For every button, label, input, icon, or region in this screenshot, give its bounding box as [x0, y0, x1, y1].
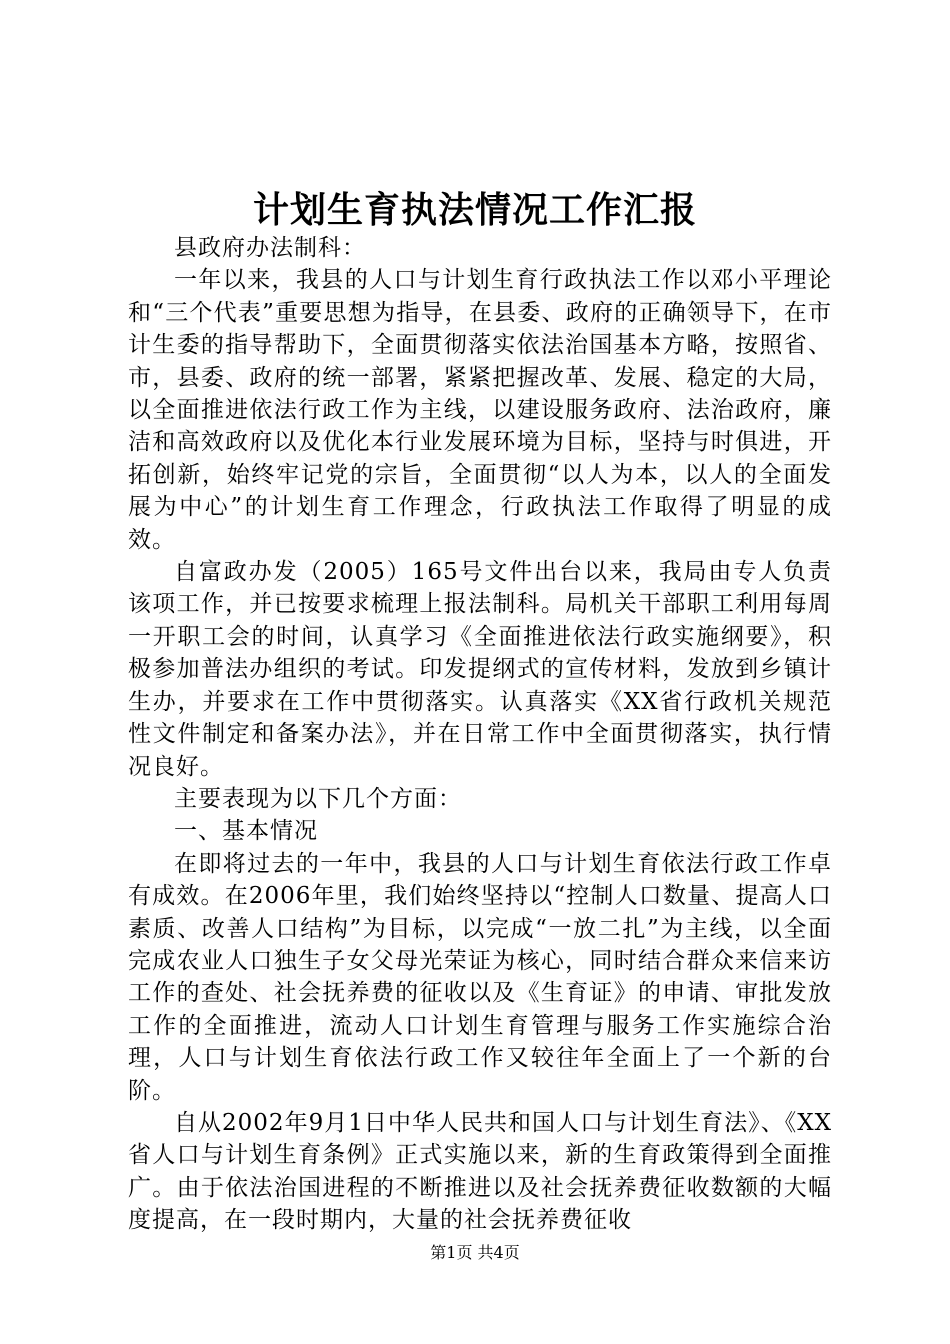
paragraph-law-implementation: 自从2002年9月1日中华人民共和国人口与计划生育法》、《XX省人口与计划生育条例》正式实施以来，新的生育政策得到全面推广。由于依法治国进程的不断推进以及社会抚养费征收数额的大幅度提高，在一段时期内，大量的社会抚养费征收	[128, 1109, 832, 1234]
paragraph-intro: 一年以来，我县的人口与计划生育行政执法工作以邓小平理论和“三个代表”重要思想为指导，在县委、政府的正确领导下，在市计生委的指导帮助下，全面贯彻落实依法治国基本方略，按照省、市，县委、政府的统一部署，紧紧把握改革、发展、稳定的大局，以全面推进依法行政工作为主线，以建设服务政府、法治政府，廉洁和高效政府以及优化本行业发展环境为目标，坚持与时俱进，开拓创新，始终牢记党的宗旨，全面贯彻“以人为本，以人的全面发展为中心”的计划生育工作理念，行政执法工作取得了明显的成效。	[128, 267, 832, 553]
page-footer: 第1页 共4页	[430, 1243, 520, 1262]
paragraph-basic-situation: 在即将过去的一年中，我县的人口与计划生育依法行政工作卓有成效。在2006年里，我们始终坚持以“控制人口数量、提高人口素质、改善人口结构”为目标，以完成“一放二扎”为主线，以全面完成农业人口独生子女父母光荣证为核心，同时结合群众来信来访工作的查处、社会抚养费的征收以及《生育证》的申请、审批发放工作的全面推进，流动人口计划生育管理与服务工作实施综合治理，人口与计划生育依法行政工作又较往年全面上了一个新的台阶。	[128, 850, 832, 1104]
paragraph-aspects-lead: 主要表现为以下几个方面：	[174, 785, 462, 812]
salutation: 县政府办法制科：	[174, 235, 366, 261]
document-body	[128, 232, 832, 1237]
document-title: 计划生育执法情况工作汇报	[252, 189, 697, 231]
section-heading-basic-situation: 一、基本情况	[174, 818, 318, 845]
paragraph-document-implementation: 自富政办发（2005）165号文件出台以来，我局由专人负责该项工作，并已按要求梳理上报法制科。局机关干部职工利用每周一开职工会的时间，认真学习《全面推进依法行政实施纲要》，积极参加普法办组织的考试。印发提纲式的宣传材料，发放到乡镇计生办，并要求在工作中贯彻落实。认真落实《XX省行政机关规范性文件制定和备案办法》，并在日常工作中全面贯彻落实，执行情况良好。	[128, 559, 832, 780]
